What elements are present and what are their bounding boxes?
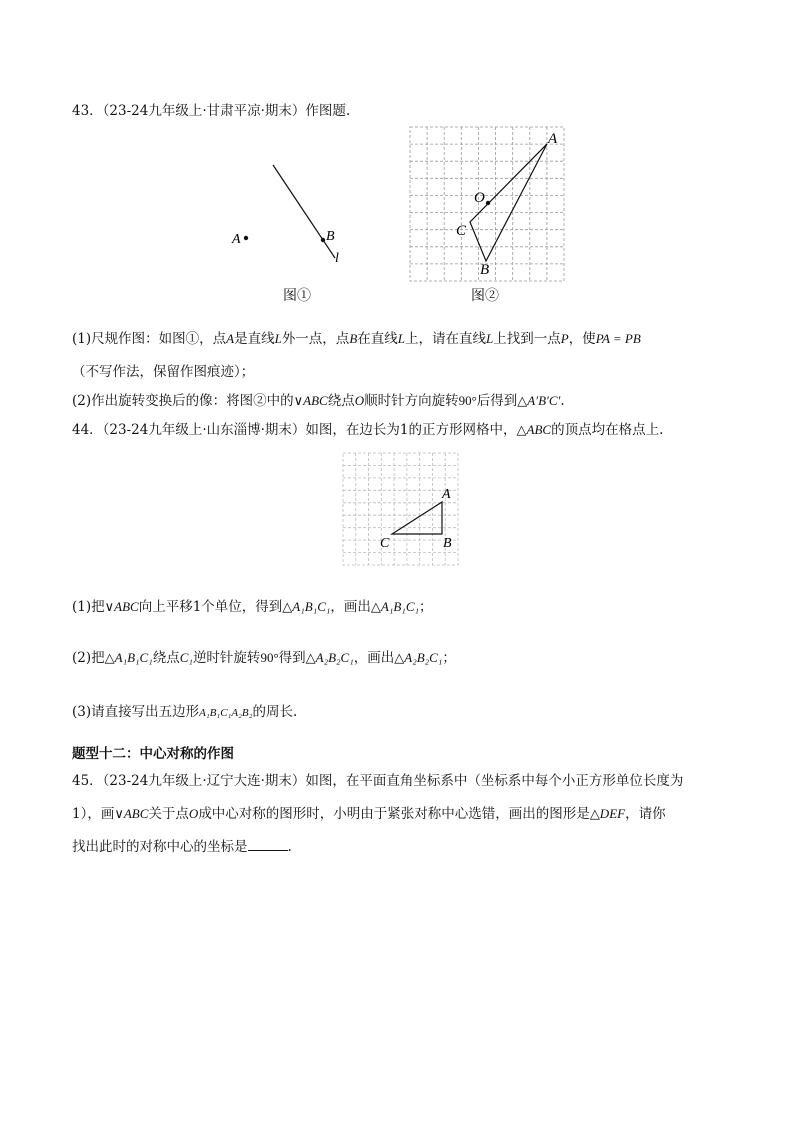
- fig3-label-c: C: [380, 536, 390, 551]
- q44-part1: (1)把∨ABC向上平移1个单位，得到△A₁B₁C₁，画出△A₁B₁C₁；: [72, 599, 433, 615]
- section-title: 题型十二：中心对称的作图: [72, 746, 234, 762]
- q45-line1: 45．（23-24九年级上·辽宁大连·期末）如图，在平面直角坐标系中（坐标系中每个小正方形单位长度为: [72, 773, 684, 789]
- figure-1: [225, 155, 365, 270]
- q43-part1: (1)尺规作图：如图①，点A是直线L外一点，点B在直线L上，请在直线L上找到一点P，使PA = PB: [72, 331, 641, 347]
- q45-line2: 1），画∨ABC关于点O成中心对称的图形时，小明由于紧张对称中心选错，画出的图形是△DEF，请你: [72, 806, 666, 822]
- q43-title: 43．（23-24九年级上·甘肃平凉·期末）作图题.: [72, 103, 351, 119]
- fig2-label-a: A: [548, 131, 558, 147]
- q44-part2: (2)把△A₁B₁C₁绕点C₁逆时针旋转90°得到△A₂B₂C₁，画出△A₂B₂C₁；: [72, 650, 456, 666]
- fig1-label-a: A: [232, 232, 241, 247]
- figure-2: [400, 120, 575, 285]
- fig1-label-b: B: [326, 229, 335, 244]
- fig3-label-b: B: [443, 536, 452, 551]
- fig3-label-a: A: [442, 487, 451, 502]
- fig1-caption: 图①: [283, 288, 311, 304]
- q45-line3: 找出此时的对称中心的坐标是 .: [72, 836, 292, 857]
- fig2-label-c: C: [456, 223, 467, 239]
- answer-blank[interactable]: [248, 836, 288, 851]
- q44-title: 44．（23-24九年级上·山东淄博·期末）如图，在边长为1的正方形网格中，△ABC的顶点均在格点上.: [72, 422, 664, 438]
- q43-part1-note: （不写作法，保留作图痕迹）；: [72, 364, 255, 380]
- fig2-label-b: B: [480, 262, 490, 278]
- q43-part2: (2)作出旋转变换后的像：将图②中的∨ABC绕点O顺时针方向旋转90°后得到△A′B′C′.: [72, 393, 565, 409]
- fig2-label-o: O: [474, 190, 485, 206]
- figure-3: [338, 450, 468, 570]
- q44-part3: (3)请直接写出五边形A₁B₁C₁A₂B₂的周长.: [72, 704, 298, 720]
- fig1-label-l: l: [335, 251, 339, 266]
- fig2-caption: 图②: [471, 288, 499, 304]
